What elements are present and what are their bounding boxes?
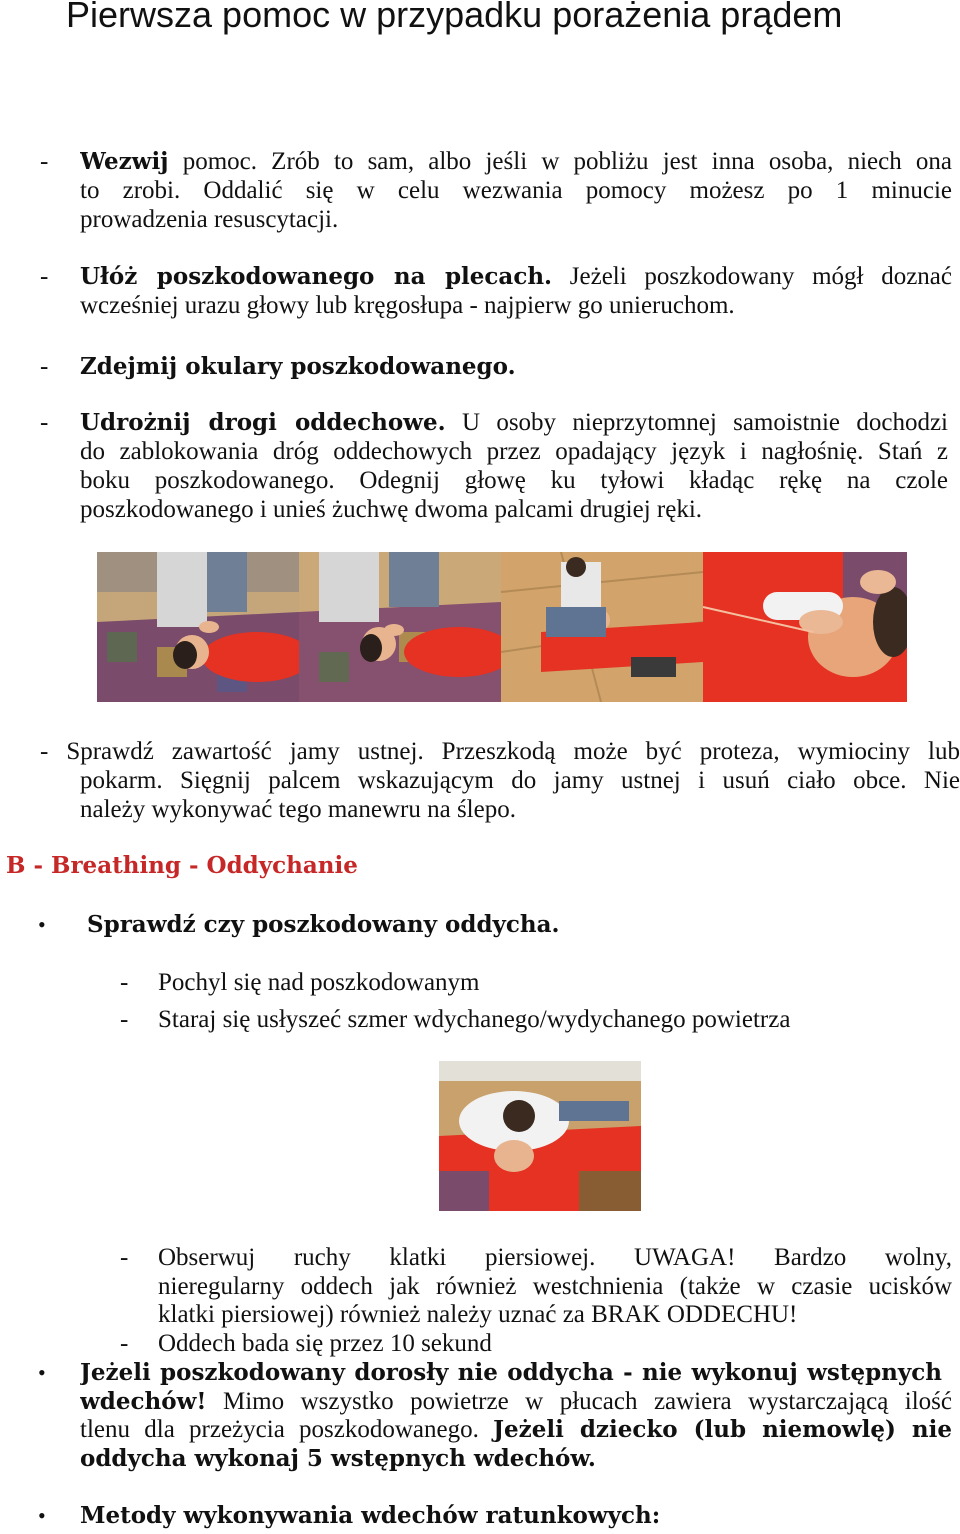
- survival-text: tlenu dla przeżycia poszkodowanego.: [80, 1416, 479, 1443]
- child-bold: Jeżeli dziecko (lub niemowlę) nie: [493, 1416, 952, 1443]
- list-dash: -: [120, 1330, 129, 1357]
- place-back-line2: wcześniej urazu głowy lub kręgosłupa - najpierw go unieruchom.: [80, 292, 735, 319]
- airway-line3: boku poszkodowanego. Odegnij głowę ku tyłowi kładąc rękę na czole: [80, 467, 948, 494]
- adult-line2: [80, 1387, 952, 1416]
- bullet-icon: •: [38, 912, 46, 937]
- observe-chest-line2: nieregularny oddech jak również westchnienia (także w czasie ucisków: [158, 1273, 952, 1300]
- adult-line3: [80, 1415, 952, 1444]
- section-heading-breathing: B - Breathing - Oddychanie: [6, 852, 358, 879]
- call-help-text: pomoc. Zrób to sam, albo jeśli w pobliżu jest inna osoba, niech ona: [182, 148, 952, 175]
- oxygen-text: Mimo wszystko powietrze w płucach zawiera wystarczającą ilość: [222, 1388, 952, 1415]
- ten-seconds-text: Oddech bada się przez 10 sekund: [158, 1330, 492, 1357]
- five-breaths-bold: oddycha wykonaj 5 wstępnych wdechów.: [80, 1445, 596, 1472]
- photo-panel-3: [501, 552, 703, 702]
- place-back-text: Jeżeli poszkodowany mógł doznać: [569, 263, 952, 290]
- mouth-check-line1: - Sprawdź zawartość jamy ustnej. Przeszkodą może być proteza, wymiociny lub: [40, 738, 960, 765]
- airway-line4: poszkodowanego i unieś żuchwę dwoma palcami drugiej ręki.: [80, 496, 703, 523]
- adult-line1: Jeżeli poszkodowany dorosły nie oddycha - nie wykonuj wstępnych: [80, 1359, 942, 1386]
- airway-photo-strip: [97, 552, 907, 702]
- airway-text: U osoby nieprzytomnej samoistnie dochodzi: [461, 409, 948, 436]
- list-dash: -: [40, 148, 49, 175]
- no-rescue-breaths-bold: wdechów!: [80, 1388, 207, 1415]
- breathing-check-photo: [439, 1061, 641, 1211]
- photo-panel-2: [299, 552, 514, 702]
- list-dash: -: [120, 1244, 129, 1271]
- bullet-icon: •: [38, 1360, 46, 1385]
- listen-text: Staraj się usłyszeć szmer wdychanego/wydychanego powietrza: [158, 1006, 791, 1033]
- methods-heading: Metody wykonywania wdechów ratunkowych:: [80, 1502, 661, 1529]
- remove-glasses: Zdejmij okulary poszkodowanego.: [80, 353, 516, 380]
- photo-panel-4: [703, 552, 907, 702]
- call-help-line3: prowadzenia resuscytacji.: [80, 206, 339, 233]
- call-help-line1: [80, 147, 952, 176]
- list-dash: -: [40, 353, 49, 380]
- page-title: Pierwsza pomoc w przypadku porażenia prądem: [66, 0, 843, 35]
- call-help-line2: to zrobi. Oddalić się w celu wezwania pomocy możesz po 1 minucie: [80, 177, 952, 204]
- place-back-bold: Ułóż poszkodowanego na plecach.: [80, 263, 553, 290]
- bullet-icon: •: [38, 1503, 46, 1528]
- call-help-bold: Wezwij: [80, 148, 169, 175]
- list-dash: -: [120, 969, 129, 996]
- airway-bold: Udrożnij drogi oddechowe.: [80, 409, 446, 436]
- mouth-check-line2: pokarm. Sięgnij palcem wskazującym do jamy ustnej i usuń ciało obce. Nie: [80, 767, 960, 794]
- list-dash: -: [40, 263, 49, 290]
- list-dash: -: [40, 409, 49, 436]
- mouth-check-line3: należy wykonywać tego manewru na ślepo.: [80, 796, 516, 823]
- observe-chest-line1: Obserwuj ruchy klatki piersiowej. UWAGA! Bardzo wolny,: [158, 1244, 952, 1271]
- check-breathing-heading: Sprawdź czy poszkodowany oddycha.: [87, 911, 560, 938]
- photo-panel-1: [97, 552, 312, 702]
- lean-over-text: Pochyl się nad poszkodowanym: [158, 969, 480, 996]
- airway-line1: [80, 408, 948, 437]
- airway-line2: do zablokowania dróg oddechowych przez opadający język i nagłośnię. Stań z: [80, 438, 948, 465]
- observe-chest-line3: klatki piersiowej) również należy uznać za BRAK ODDECHU!: [158, 1301, 798, 1328]
- list-dash: -: [120, 1006, 129, 1033]
- place-back-line1: [80, 262, 952, 291]
